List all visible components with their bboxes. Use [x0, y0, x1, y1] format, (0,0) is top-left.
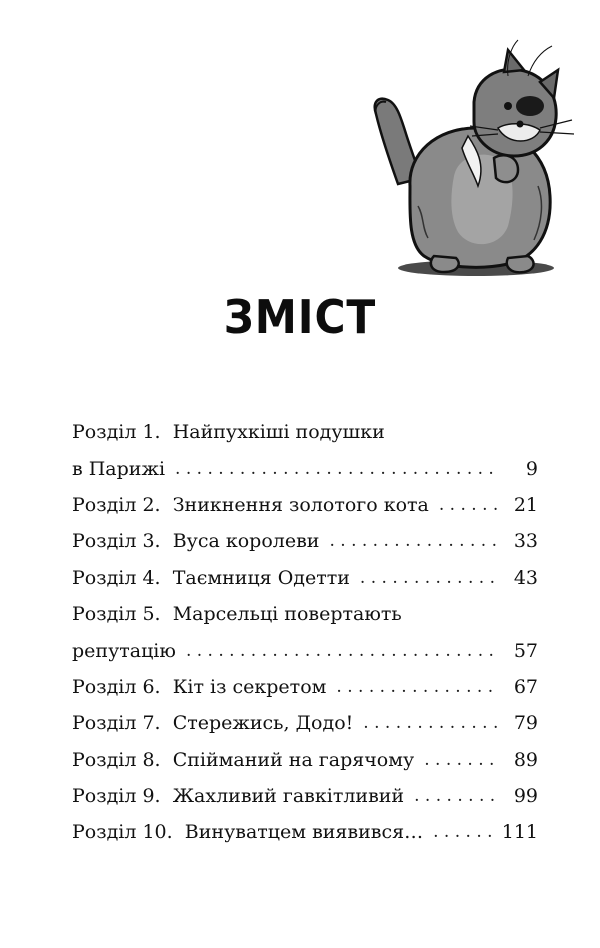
- toc-leader-dots: [329, 531, 500, 551]
- toc-leader-dots: [186, 641, 500, 661]
- toc-chapter: Розділ 9.: [72, 785, 161, 808]
- toc-leader-dots: [363, 713, 500, 733]
- toc-title: Спійманий на гарячому: [172, 748, 415, 771]
- toc-title: Зникнення золотого кота: [172, 493, 429, 516]
- toc-entry-5-line1: [72, 596, 538, 632]
- toc-page-number: 99: [513, 785, 538, 808]
- toc-leader-dots: [433, 822, 494, 842]
- toc-title: Марсельці повертають: [172, 603, 402, 626]
- toc-leader-dots: [414, 786, 500, 806]
- toc-entry-7: [72, 705, 538, 741]
- toc-title: репутацію: [72, 639, 176, 662]
- toc-page-number: 89: [513, 748, 538, 771]
- toc-title: Вуса королеви: [172, 530, 320, 553]
- toc-leader-dots: [175, 459, 500, 479]
- toc-title: Жахливий гавкітливий: [172, 785, 405, 808]
- cat-illustration-icon: [358, 36, 584, 282]
- toc-page-number: 67: [513, 675, 538, 698]
- toc-chapter: Розділ 1.: [72, 421, 161, 444]
- toc-entry-4: [72, 560, 538, 596]
- toc-page-number: 33: [513, 530, 538, 553]
- toc-chapter: Розділ 5.: [72, 603, 161, 626]
- toc-entry-1-line1: [72, 414, 538, 450]
- table-of-contents: [72, 414, 538, 851]
- toc-title: Кіт із секретом: [172, 675, 327, 698]
- toc-title: Винуватцем виявився…: [184, 821, 424, 844]
- toc-chapter: Розділ 4.: [72, 566, 161, 589]
- toc-leader-dots: [439, 495, 500, 515]
- toc-page-number: 57: [513, 639, 538, 662]
- toc-entry-10: [72, 814, 538, 850]
- toc-title: Найпухкіші подушки: [172, 421, 385, 444]
- toc-chapter: Розділ 2.: [72, 493, 161, 516]
- toc-chapter: Розділ 7.: [72, 712, 161, 735]
- toc-title: Таємниця Одетти: [172, 566, 350, 589]
- toc-leader-dots: [360, 568, 500, 588]
- toc-title: в Парижі: [72, 457, 166, 480]
- toc-page-number: 43: [513, 566, 538, 589]
- toc-page-number: 9: [525, 457, 538, 480]
- toc-entry-3: [72, 523, 538, 559]
- toc-page-number: 21: [513, 493, 538, 516]
- toc-entry-9: [72, 778, 538, 814]
- toc-leader-dots: [424, 750, 500, 770]
- toc-leader-dots: [336, 677, 500, 697]
- toc-entry-5-line2: [72, 632, 538, 668]
- toc-entry-1-line2: [72, 450, 538, 486]
- toc-chapter: Розділ 6.: [72, 675, 161, 698]
- toc-chapter: Розділ 3.: [72, 530, 161, 553]
- toc-page-number: 79: [513, 712, 538, 735]
- toc-chapter: Розділ 10.: [72, 821, 173, 844]
- toc-entry-2: [72, 487, 538, 523]
- page-title: ЗМІСТ: [223, 290, 377, 344]
- toc-chapter: Розділ 8.: [72, 748, 161, 771]
- toc-page-number: 111: [501, 821, 538, 844]
- toc-title: Стережись, Додо!: [172, 712, 354, 735]
- toc-entry-6: [72, 669, 538, 705]
- toc-entry-8: [72, 742, 538, 778]
